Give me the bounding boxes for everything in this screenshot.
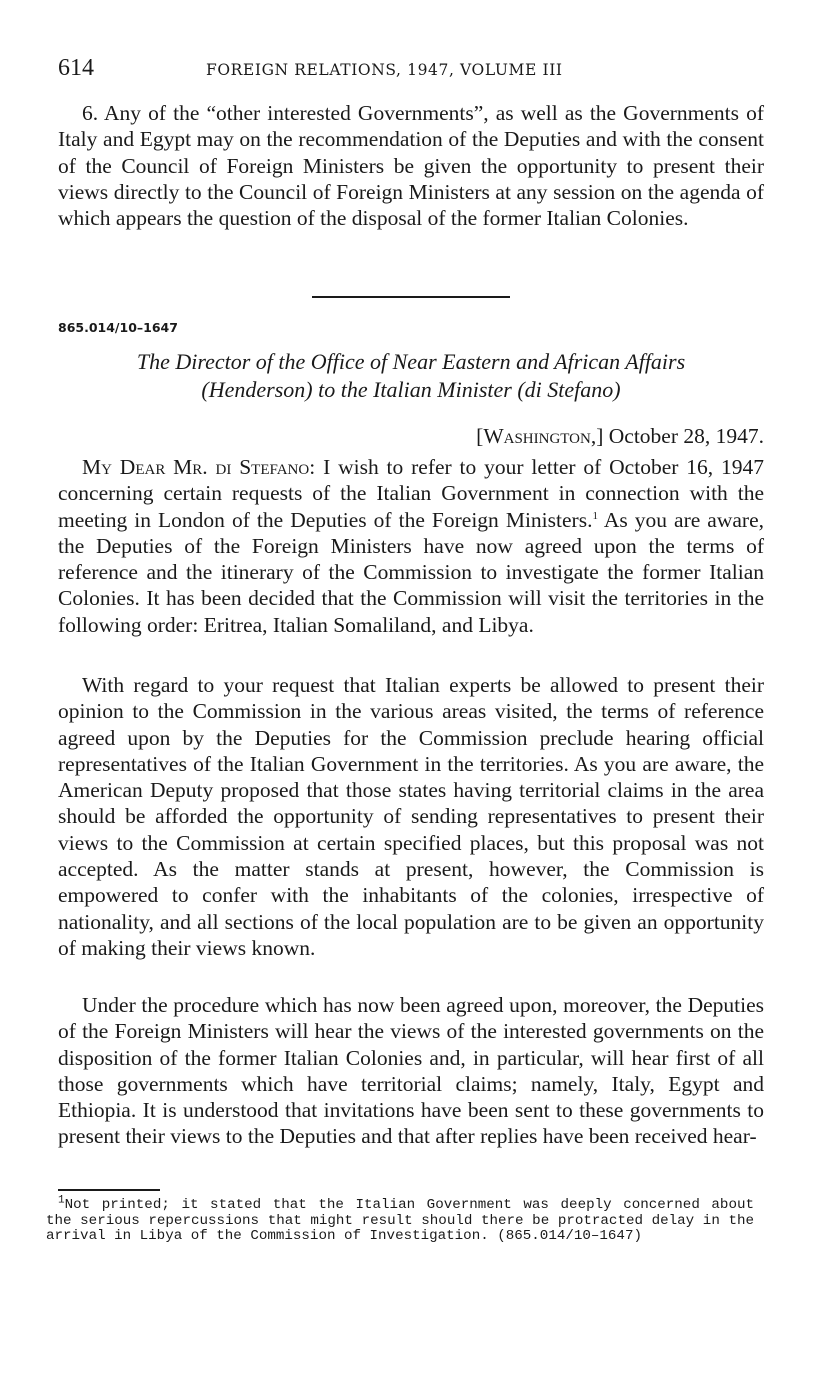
dateline [58,424,764,449]
document-title-line-1: The Director of the Office of Near Eastern and African Affairs [136,349,686,374]
letter-paragraph-1 [58,454,764,638]
salutation: My Dear Mr. di Stefano: [82,455,316,479]
paragraph-1-text: I wish to refer to your letter of October 16, 1947 concerning certain requests of the Italian Government in connection with the meeting in London of the Deputies of the Foreign Ministers. [58,455,764,532]
footnote [46,1194,754,1245]
opening-paragraph: 6. Any of the “other interested Governments”, as well as the Governments of Italy and Egypt may on the recommendation of the Deputies and with the consent of the Council of Foreign Ministers be given the opportunity to present their views directly to the Council of Foreign Ministers at any session on the agenda of which appears the question of the disposal of the former Italian Colonies. [58,101,764,231]
section-divider [312,296,510,298]
dateline-place: [Washington,] [476,424,604,448]
dateline-date: October 28, 1947. [608,424,764,448]
running-title: FOREIGN RELATIONS, 1947, VOLUME III [206,61,563,79]
letter-paragraph-3: Under the procedure which has now been agreed upon, moreover, the Deputies of the Foreign Ministers will hear the views of the interested governments on the disposition of the former Italian Colonies and, in particular, will hear first of all those governments which have territorial claims; namely, Italy, Egypt and Ethiopia. It is understood that invitations have been sent to these governments to present their views to the Deputies and that after replies have been received hear- [58,993,764,1149]
document-title [58,348,764,404]
paragraph-1-rest: As you are aware, the Deputies of the Foreign Ministers have now agreed upon the terms of reference and the itinerary of the Commission to investigate the former Italian Colonies. It has been decided that the Commission will visit the territories in the following order: Eritrea, Italian Somaliland, and Libya. [58,507,764,637]
document-title-line-2: (Henderson) to the Italian Minister (di Stefano) [201,377,621,402]
page-number: 614 [58,55,94,81]
footnote-marker: 1 [58,1194,65,1207]
file-number: 865.014/10–1647 [58,320,178,335]
footnote-text: Not printed; it stated that the Italian Government was deeply concerned about the serious repercussions that might result should there be protracted delay in the arrival in Libya of the Commission of Investigation. (865.014/10–1647) [46,1197,754,1244]
footnote-reference: 1 [592,509,598,522]
page-header [58,55,764,89]
letter-paragraph-2: With regard to your request that Italian experts be allowed to present their opinion to the Commission in the various areas visited, the terms of reference agreed upon by the Deputies for the Commission preclude hearing official representatives of the Italian Government in the territories. As you are aware, the American Deputy proposed that those states having territorial claims in the area should be afforded the opportunity of sending representatives to present their views to the Commission at certain specified places, but this proposal was not accepted. As the matter stands at present, however, the Commission is empowered to confer with the inhabitants of the colonies, irrespective of nationality, and all sections of the local population are to be given an opportunity of making their views known. [58,673,764,960]
footnote-divider [58,1189,160,1191]
